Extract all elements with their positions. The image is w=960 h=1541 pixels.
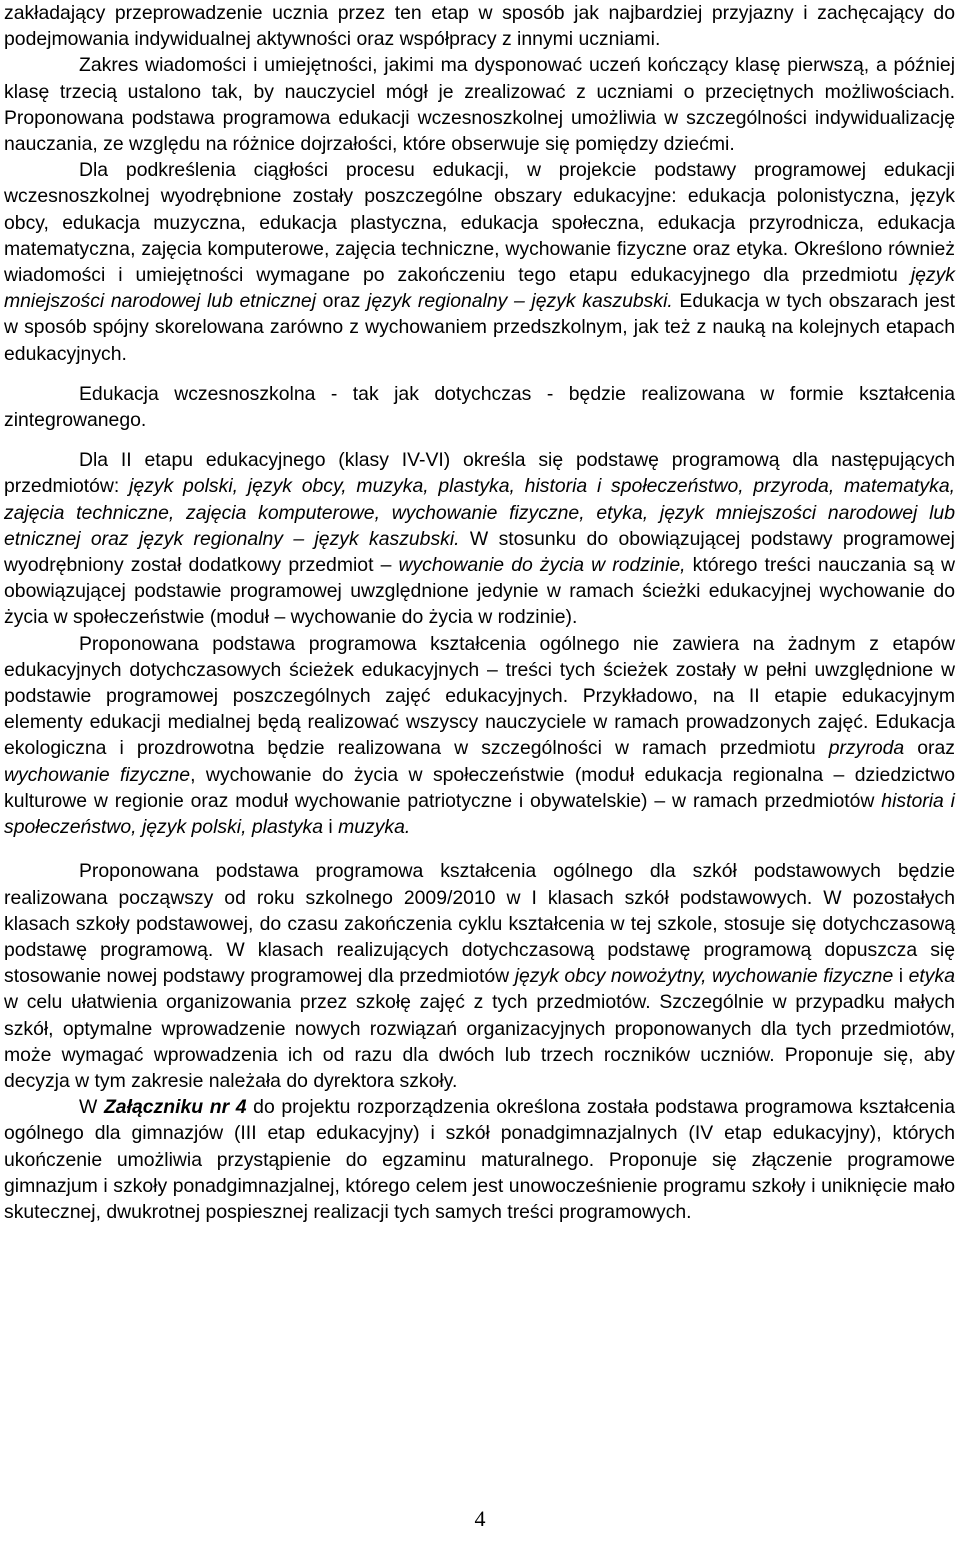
text-segment: Proponowana podstawa programowa kształcenia ogólnego nie zawiera na żadnym z etapów edukacyjnych dotychczasowych ścieżek edukacyjnych – treści tych ścieżek zostały w pełni uwzględnione w podstawie programowej poszczególnych zajęć edukacyjnych. Przykładowo, na II etapie edukacyjnym elementy edukacji medialnej będą realizować wszyscy nauczyciele w ramach prowadzonych zajęć. Edukacja ekologiczna i prozdrowotna będzie realizowana w szczególności w ramach przedmiotu	[4, 632, 955, 760]
paragraph	[4, 1094, 955, 1225]
text-segment: W	[79, 1096, 104, 1119]
bold-italic-text-segment: Załączniku nr 4	[103, 1096, 247, 1119]
text-segment: do projektu rozporządzenia określona została podstawa programowa kształcenia ogólnego dla gimnazjów (III etap edukacyjny) i szkół ponadgimnazjalnych (IV etap edukacyjny), których ukończenie umożliwia przystąpienie do egzaminu maturalnego. Proponuje się złączenie programowe gimnazjum i szkoły ponadgimnazjalnej, którego celem jest unowocześnienie programu szkoły i uniknięcie mało skutecznej, dwukrotnej pospiesznej realizacji tych samych treści programowych.	[4, 1096, 955, 1223]
italic-text-segment: język regionalny – język kaszubski.	[367, 290, 673, 313]
paragraph	[4, 0, 955, 52]
paragraph	[4, 447, 955, 630]
page-number: 4	[474, 1506, 486, 1531]
italic-text-segment: historia i społeczeństwo, język polski, plastyka	[4, 789, 955, 839]
paragraph	[4, 858, 955, 1094]
text-segment: i	[323, 816, 339, 839]
text-segment: którego treści nauczania są w obowiązującej podstawie programowej uwzględnione jedynie w ramach ścieżki edukacyjnej wychowanie do życia w społeczeństwie (moduł – wychowanie do życia w rodzinie).	[4, 554, 956, 629]
paragraph	[4, 157, 955, 367]
text-segment: Zakres wiadomości i umiejętności, jakimi ma dysponować uczeń kończący klasę pierwszą, a później klasę trzecią ustalono tak, by nauczyciel mógł je zrealizować z uczniami o przeciętnych możliwościach. Proponowana podstawa programowa edukacji wczesnoszkolnej umożliwia w szczególności indywidualizację nauczania, ze względu na różnice dojrzałości, które obserwuje się pomiędzy dziećmi.	[4, 54, 955, 156]
text-segment: Edukacja wczesnoszkolna - tak jak dotychczas - będzie realizowana w formie kształcenia zintegrowanego.	[4, 382, 955, 432]
text-segment: oraz	[904, 737, 955, 760]
text-segment: W stosunku do obowiązującej podstawy programowej wyodrębniony został dodatkowy przedmiot –	[4, 527, 955, 577]
text-segment: Proponowana podstawa programowa kształcenia ogólnego dla szkół podstawowych będzie realizowana począwszy od roku szkolnego 2009/2010 w I klasach szkół podstawowych. W pozostałych klasach szkoły podstawowej, do czasu zakończenia cyklu kształcenia w tej szkole, stosuje się dotychczasową podstawę programową. W klasach realizujących dotychczasową podstawę programową dopuszcza się stosowanie nowej podstawy programowej dla przedmiotów	[4, 860, 955, 988]
paragraph	[4, 52, 955, 157]
text-segment: , wychowanie do życia w społeczeństwie (moduł edukacja regionalna – dziedzictwo kulturowe w regionie oraz moduł wychowanie patriotyczne i obywatelskie) – w ramach przedmiotów	[4, 763, 955, 812]
italic-text-segment: przyroda	[828, 737, 905, 760]
italic-text-segment: język mniejszości narodowej lub etnicznej	[4, 264, 955, 313]
text-segment: w celu ułatwienia organizowania przez szkołę zajęć z tych przedmiotów. Szczególnie w przypadku małych szkół, optymalne wprowadzenie nowych rozwiązań organizacyjnych proponowanych dla tych przedmiotów, może wymagać wprowadzenia ich od razu dla dwóch lub trzech roczników uczniów. Proponuje się, aby decyzja w tym zakresie należała do dyrektora szkoły.	[4, 991, 955, 1092]
paragraph	[4, 631, 955, 841]
italic-text-segment: wychowanie do życia w rodzinie,	[398, 554, 686, 577]
text-segment: oraz	[316, 290, 368, 313]
text-segment: Dla II etapu edukacyjnego (klasy IV-VI) określa się podstawę programową dla następujących przedmiotów:	[4, 449, 955, 498]
text-segment: Edukacja w tych obszarach jest w sposób spójny skorelowana zarówno z wychowaniem przedszkolnym, jak też z nauką na kolejnych etapach edukacyjnych.	[4, 290, 955, 365]
paragraph	[4, 381, 955, 433]
italic-text-segment: język obcy nowożytny, wychowanie fizyczne	[514, 965, 894, 988]
italic-text-segment: wychowanie fizyczne	[4, 763, 191, 786]
italic-text-segment: język polski, język obcy, muzyka, plastyka, historia i społeczeństwo, przyroda, matematyka, zajęcia techniczne, zajęcia komputerowe, wychowanie fizyczne, etyka, język mniejszości narodowej lub etnicznej oraz język regionalny – język kaszubski.	[4, 475, 955, 550]
italic-text-segment: muzyka.	[338, 816, 411, 839]
text-segment: Dla podkreślenia ciągłości procesu edukacji, w projekcie podstawy programowej edukacji wczesnoszkolnej wyodrębnione zostały poszczególne obszary edukacyjne: edukacja polonistyczna, język obcy, edukacja muzyczna, edukacja plastyczna, edukacja społeczna, edukacja przyrodnicza, edukacja matematyczna, zajęcia komputerowe, zajęcia techniczne, wychowanie fizyczne oraz etyka. Określono również wiadomości i umiejętności wymagane po zakończeniu tego etapu edukacyjnego dla przedmiotu	[4, 159, 955, 287]
document-body	[4, 0, 955, 1225]
text-segment: zakładający przeprowadzenie ucznia przez ten etap w sposób jak najbardziej przyjazny i zachęcający do podejmowania indywidualnej aktywności oraz współpracy z innymi uczniami.	[4, 2, 955, 51]
text-segment: i	[893, 965, 909, 988]
italic-text-segment: etyka	[908, 965, 955, 988]
